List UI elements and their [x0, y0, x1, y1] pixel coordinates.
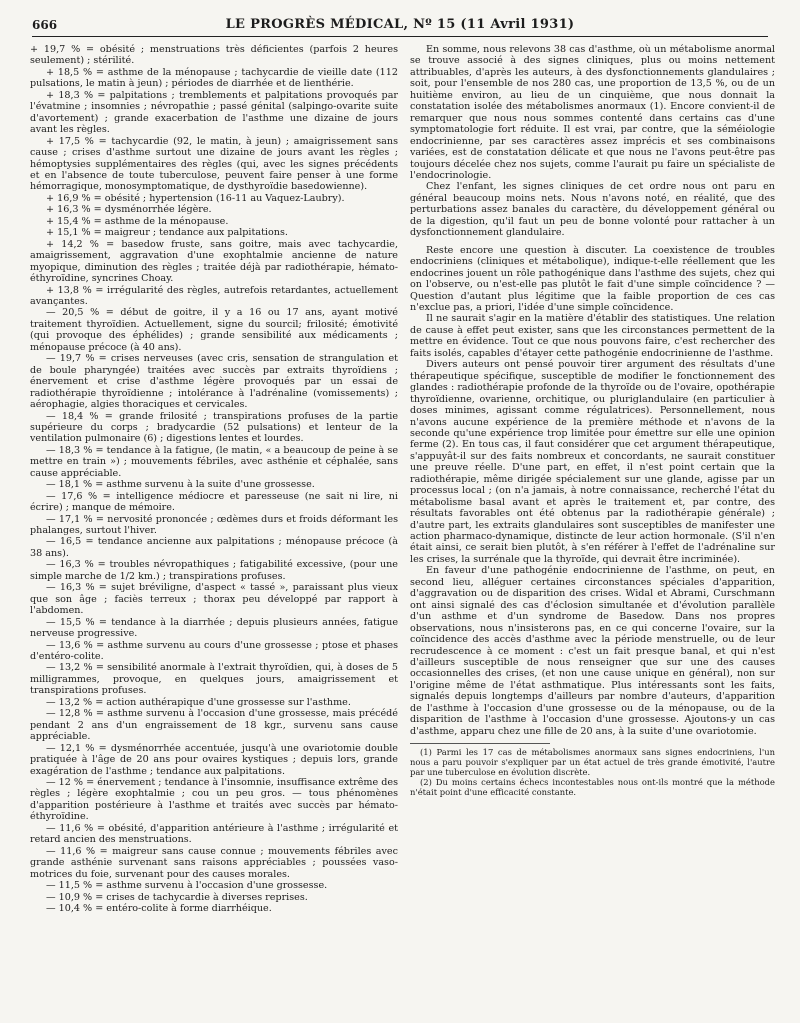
entry: — 17,1 % = nervosité prononcée ; œdèmes durs et froids déformant les phalanges, surtout l'hiver.	[30, 513, 398, 537]
entry: — 13,2 % = action authérapique d'une grossesse sur l'asthme.	[46, 696, 351, 708]
entry: — 20,5 % = début de goitre, il y a 16 ou 17 ans, ayant motivé traitement thyroïdien. Actuellement, signe du sourcil; frilosité; émotivité (qui provoque des éphélides) ; grande sensibilité aux médicaments ; ménopause précoce (à 40 ans).	[30, 307, 398, 353]
footnote: (1) Parmi les 17 cas de métabolismes anormaux sans signes endocriniens, l'un nous a paru pouvoir s'expliquer par un état actuel de très grande émotivité, l'autre par une tuberculose en évolution discrète.	[410, 747, 775, 778]
entry: — 16,5 = tendance ancienne aux palpitations ; ménopause précoce (à 38 ans).	[30, 536, 398, 559]
paragraph: Chez l'enfant, les signes cliniques de cet ordre nous ont paru en général beaucoup moins nets. Nous n'avons noté, en réalité, que des perturbations assez banales du caractère, du développement général ou de la digestion, qu'il faut un peu de bonne volonté pour rattacher à un dysfonctionnement glandulaire.	[410, 181, 775, 239]
entry: — 11,6 % = obésité, d'apparition antérieure à l'asthme ; irrégularité et retard ancien des menstruations.	[30, 822, 398, 846]
entry: + 19,7 % = obésité ; menstruations très déficientes (parfois 2 heures seulement) ; stérilité.	[30, 44, 398, 67]
entry: — 12,1 % = dysménorrhée accentuée, jusqu'à une ovariotomie double pratiquée à l'âge de 20 ans pour ovaires kystiques ; depuis lors, grande exagération de l'asthme ; tendance aux palpitations.	[30, 742, 398, 777]
paragraph: Reste encore une question à discuter. La coexistence de troubles endocriniens (cliniques et métabolique), indique-t-elle réellement que les endocrines jouent un rôle pathogénique dans l'asthme des sujets, chez qui on l'observe, ou n'est-elle pas plutôt le fait d'une simple coïncidence ? — Question d'autant plus légitime que la faible proportion de ces cas n'exclue pas, a priori, l'idée d'une simple coïncidence.	[410, 244, 775, 313]
entry: — 18,4 % = grande frilosité ; transpirations profuses de la partie supérieure du corps ; bradycardie (52 pulsations) et lenteur de la ventilation pulmonaire (6) ; digestions lentes et lourdes.	[30, 410, 398, 445]
entry: + 15,4 % = asthme de la ménopause.	[46, 215, 229, 227]
left-column	[30, 44, 398, 1013]
entry: + 16,3 % = dysménorrhée légère.	[46, 204, 212, 216]
entry: + 17,5 % = tachycardie (92, le matin, à jeun) ; amaigrissement sans cause ; crises d'asthme surtout une dizaine de jours avant les règles ; hémoptysies supplémentaires des règles (qui, avec les signes précédents et en l'absence de toute tuberculose, peuvent faire penser à une forme hémorragique, monosymptomatique, de dysthyroïdie basedowienne).	[30, 135, 398, 193]
entry: + 15,1 % = maigreur ; tendance aux palpitations.	[46, 227, 288, 239]
paragraph: Il ne saurait s'agir en la matière d'établir des statistiques. Une relation de cause à effet peut exister, sans que les circonstances permettent de la mettre en évidence. Tout ce que nous pouvons faire, c'est rechercher des faits isolés, capables d'étayer cette pathogénie endocrinienne de l'asthme.	[410, 313, 775, 359]
entry: + 13,8 % = irrégularité des règles, autrefois retardantes, actuellement avançantes.	[30, 284, 398, 307]
paragraph: En faveur d'une pathogénie endocrinienne de l'asthme, on peut, en second lieu, alléguer certaines circonstances spéciales d'apparition, d'aggravation ou de disparition des crises. Widal et Abrami, Curschmann ont ainsi signalé des cas d'éclosion simultanée et d'évolution parallèle d'un asthme et d'un syndrome de Basedow. Dans nos propres observations, nous n'insisterons pas, en ce qui concerne l'ovaire, sur la coïncidence des accès d'asthme avec la période menstruelle, ou de leur recrudescence à ce moment : c'est un fait presque banal, et qui n'est d'ailleurs susceptible de nous renseigner que sur une des causes occasionnelles des crises, (et non une cause unique en général), non sur l'origine même de l'état asthmatique. Plus intéressants sont les faits, signalés depuis longtemps d'ailleurs par nombre d'auteurs, d'apparition de l'asthme à l'occasion d'une grossesse ou de la ménopause, ou de la disparition de l'asthme à l'occasion d'une grossesse. Ajoutons-y un cas d'asthme, apparu chez une fille de 20 ans, à la suite d'une ovariotomie.	[410, 565, 775, 737]
entry: — 18,1 % = asthme survenu à la suite d'une grossesse.	[46, 479, 315, 491]
entry: — 10,4 % = entéro-colite à forme diarrhéique.	[46, 902, 272, 914]
footnote: (2) Du moins certains échecs incontestables nous ont-ils montré que la méthode n'était point d'une efficacité constante.	[410, 777, 775, 798]
entry: — 19,7 % = crises nerveuses (avec cris, sensation de strangulation et de boule pharyngée) traitées avec succès par extraits thyroïdiens ; énervement et crise d'asthme légère provoqués par un essai de radiothérapie thyroïdienne ; intolérance à l'adrénaline (vomissements) ; aérophagie, algies thoraciques et cervicales.	[30, 353, 398, 411]
entry: — 12,8 % = asthme survenu à l'occasion d'une grossesse, mais précédé pendant 2 ans d'un engraissement de 18 kgr., survenu sans cause appréciable.	[30, 708, 398, 743]
entry: — 10,9 % = crises de tachycardie à diverses reprises.	[46, 891, 308, 903]
entry: + 14,2 % = basedow fruste, sans goitre, mais avec tachycardie, amaigrissement, aggravation d'une exophtalmie ancienne de nature myopique, diminution des règles ; traitée déjà par radiothérapie, hémato-éthyroïdine, syncrines Choay.	[30, 238, 398, 285]
entry: + 18,3 % = palpitations ; tremblements et palpitations provoqués par l'évatmine ; insomnies ; névropathie ; passé génital (salpingo-ovarite suite d'avortement) ; grande exacerbation de l'asthme une dizaine de jours avant les règles.	[30, 89, 398, 136]
footnote-rule	[410, 743, 550, 744]
entry: — 13,2 % = sensibilité anormale à l'extrait thyroïdien, qui, à doses de 5 milligrammes, provoque, en quelques jours, amaigrissement et transpirations profuses.	[30, 662, 398, 697]
paragraph: Divers auteurs ont pensé pouvoir tirer argument des résultats d'une thérapeutique spécifique, susceptible de modifier le fonctionnement des glandes : radiothérapie profonde de la thyroïde ou de l'ovaire, opothérapie thyroïdienne, ovarienne, orchitique, ou pluriglandulaire (en particulier à doses minimes, agissant comme régulatrices). Personnellement, nous n'avons aucune expérience de la première méthode et n'avons de la seconde qu'une expérience trop limitée pour émettre sur elle une opinion ferme (2). En tous cas, il faut considérer que cet argument thérapeutique, s'appuyât-il sur des faits nombreux et concordants, ne saurait constituer une preuve réelle. D'une part, en effet, il n'est point certain que la radiothérapie, même dirigée spécialement sur une glande, agisse par un processus local ; (on n'a jamais, à notre connaissance, recherché l'état du métabolisme basal avant et après le traitement et, par contre, des résultats favorables ont été obtenus par la radiothérapie générale) ; d'autre part, les extraits glandulaires sont susceptibles de manifester une action pharmaco-dynamique, distincte de leur action hormonale. (S'il n'en était ainsi, ce serait bien plutôt, à s'en référer à l'effet de l'adrénaline sur les crises, la surrénale que la thyroïde, qui devrait être incriminée).	[410, 359, 775, 565]
entry: — 17,6 % = intelligence médiocre et paresseuse (ne sait ni lire, ni écrire) ; manque de mémoire.	[30, 490, 398, 514]
page-number: 666	[32, 18, 58, 32]
entry: — 11,6 % = maigreur sans cause connue ; mouvements fébriles avec grande asthénie survenant sans raisons appréciables ; poussées vaso-motrices du foie, survenant pour des causes morales.	[30, 845, 398, 880]
right-column	[410, 44, 775, 1013]
entry: + 18,5 % = asthme de la ménopause ; tachycardie de vieille date (112 pulsations, le matin à jeun) ; périodes de diarrhée et de lienthérie.	[30, 66, 398, 90]
entry: — 18,3 % = tendance à la fatigue, (le matin, « a beaucoup de peine à se mettre en train ») ; mouvements fébriles, avec asthénie et céphalée, sans cause appréciable.	[30, 444, 398, 479]
entry: + 16,9 % = obésité ; hypertension (16-11 au Vaquez-Laubry).	[46, 192, 345, 204]
entry: — 16,3 % = troubles névropathiques ; fatigabilité excessive, (pour une simple marche de 1/2 km.) ; transpirations profuses.	[30, 559, 398, 582]
entry: — 16,3 % = sujet bréviligne, d'aspect « tassé », paraissant plus vieux que son âge ; faciès terreux ; thorax peu développé par rapport à l'abdomen.	[30, 582, 398, 617]
journal-title: LE PROGRÈS MÉDICAL, Nº 15 (11 Avril 1931)	[225, 17, 575, 32]
entry: — 12 % = énervement ; tendance à l'insomnie, insuffisance extrême des règles ; légère exophtalmie ; cou un peu gros. — tous phénomènes d'apparition postérieure à l'asthme et traités avec succès par hémato-éthyroïdine.	[30, 777, 398, 823]
page-header	[32, 14, 768, 37]
entry: — 15,5 % = tendance à la diarrhée ; depuis plusieurs années, fatigue nerveuse progressive.	[30, 616, 398, 640]
entry: — 13,6 % = asthme survenu au cours d'une grossesse ; ptose et phases d'entéro-colite.	[30, 639, 398, 663]
paragraph: En somme, nous relevons 38 cas d'asthme, où un métabolisme anormal se trouve associé à des signes cliniques, plus ou moins nettement attribuables, d'après les auteurs, à des dysfonctionnements glandulaires ; soit, pour l'ensemble de nos 280 cas, une proportion de 13,5 %, ou de un huitième environ, au lieu de un cinquième, que nous donnait la constatation isolée des métabolismes anormaux (1). Encore convient-il de remarquer que nous nous sommes contenté dans certains cas d'une symptomatologie fort réduite. Il est vrai, par contre, que la séméiologie endocrinienne, par ses caractères assez imprécis et ses combinaisons variées, est de constatation délicate et que nous ne l'avons peut-être pas toujours décelée chez nos sujets, comme l'aurait pu faire un spécialiste de l'endocrinologie.	[410, 44, 775, 181]
entry: — 11,5 % = asthme survenu à l'occasion d'une grossesse.	[46, 880, 328, 892]
